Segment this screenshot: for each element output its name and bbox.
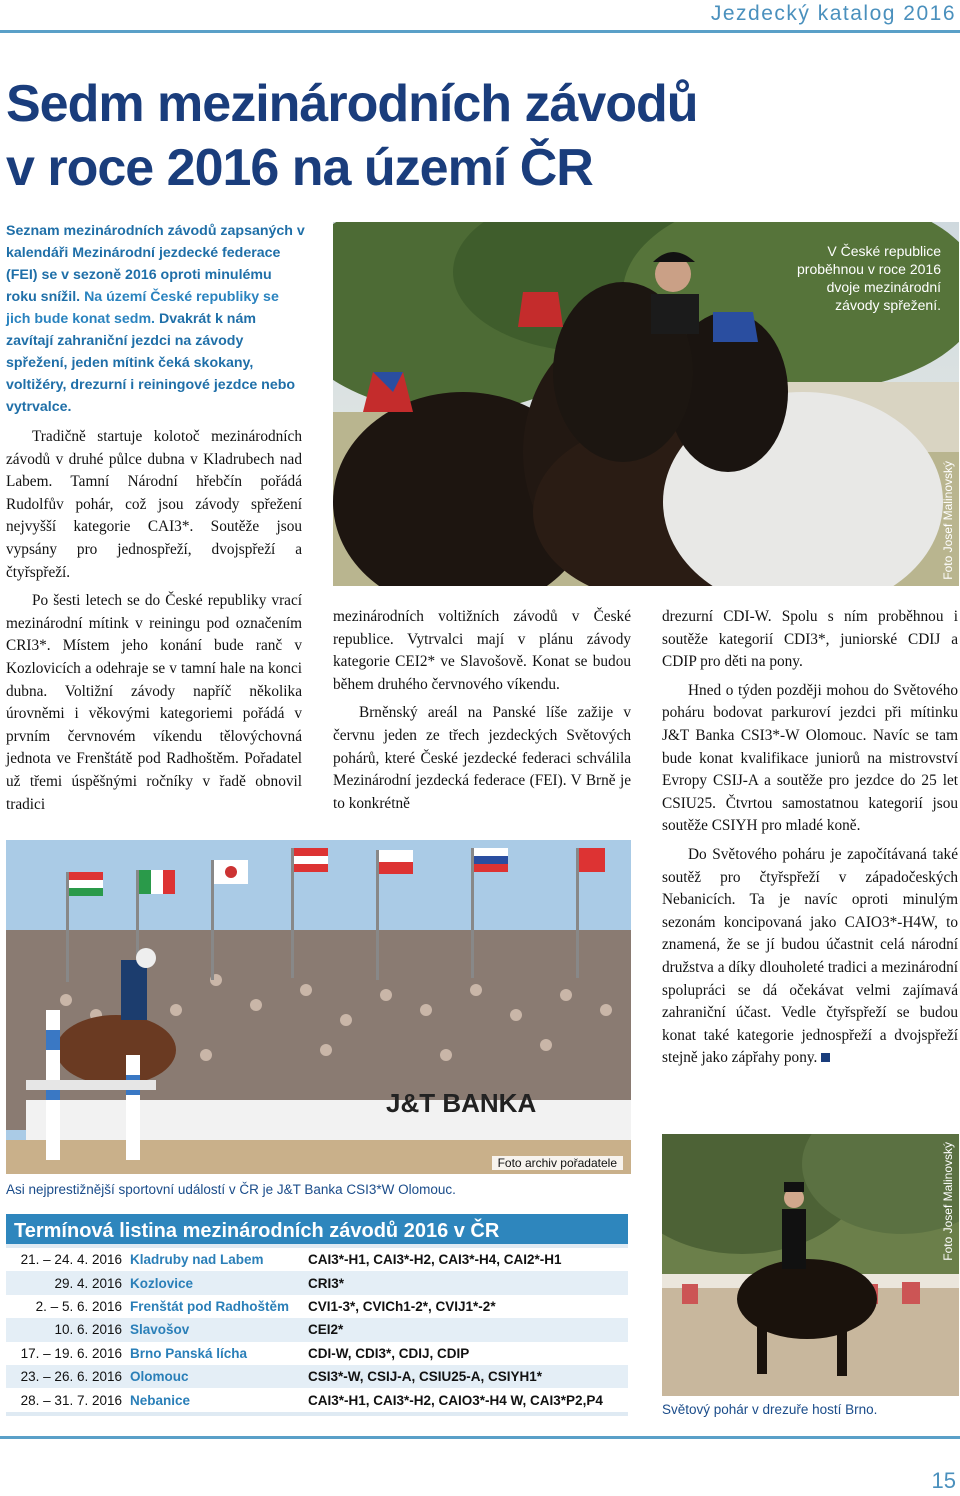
schedule-categories: CAI3*-H1, CAI3*-H2, CAI3*-H4, CAI2*-H1 bbox=[304, 1248, 628, 1271]
dressage-caption: Světový pohár v drezuře hostí Brno. bbox=[662, 1402, 878, 1417]
schedule-date: 28. – 31. 7. 2016 bbox=[6, 1388, 126, 1411]
schedule-place: Frenštát pod Radhoštěm bbox=[126, 1295, 304, 1318]
catalog-header: Jezdecký katalog 2016 bbox=[710, 2, 956, 25]
schedule-date: 2. – 5. 6. 2016 bbox=[6, 1295, 126, 1318]
paragraph: Brněnský areál na Panské líše zažije v červnu jeden ze třech jezdeckých Světových pohárů, které České jezdecké federaci schválila Mezinárodní jezdecká federace (FEI). V Brně je to konkrétně bbox=[333, 704, 631, 812]
page-number: 15 bbox=[931, 1468, 956, 1493]
paragraph: drezurní CDI-W. Spolu s ním proběhnou i soutěže kategorií CDI3*, juniorské CDIJ a CDIP pro děti na pony. bbox=[662, 608, 958, 671]
title-line-1: Sedm mezinárodních závodů bbox=[6, 75, 698, 133]
jumping-banner: J&T BANKA bbox=[386, 1088, 537, 1118]
schedule-row bbox=[6, 1248, 628, 1271]
schedule-categories: CEI2* bbox=[304, 1318, 628, 1341]
schedule-place: Kladruby nad Labem bbox=[126, 1248, 304, 1271]
schedule-place: Olomouc bbox=[126, 1365, 304, 1388]
lead-part-3: Dvakrát k nám zavítají zahraniční jezdci na závody spřežení, jeden mítink čeká skokany, voltižéry, drezurní i reiningové jezdce nebo vytrvalce. bbox=[6, 311, 296, 415]
schedule-place: Slavošov bbox=[126, 1318, 304, 1341]
schedule-row bbox=[6, 1365, 628, 1388]
carriage-caption: V České republice proběhnou v roce 2016 dvoje mezinárodní závody spřežení. bbox=[797, 243, 941, 313]
schedule-row bbox=[6, 1342, 628, 1365]
schedule-categories: CRI3* bbox=[304, 1271, 628, 1294]
jumping-photo bbox=[6, 840, 631, 1174]
footer-divider bbox=[0, 1436, 960, 1439]
lead-part-1: Seznam mezinárodních závodů zapsaných v kalendáři Mezinárodní jezdecké federace (FEI) se v sezoně 2016 oproti minulému roku snížil. bbox=[6, 223, 305, 305]
paragraph: Po šesti letech se do České republiky vrací mezinárodní mítink v reiningu pod označením CRI3*. Místem jeho konání bude ranč v Kozlovicích a odehraje se v tamní hale na konci dubna. Voltižní závody napříč několika úrovněmi i věkovými kategoriemi pořádá v prvním červnovém víkendu tělovýchovná jednota ve Frenštátě pod Radhoštěm. Pořadatel už třemi úspěšnými ročníky v řadě obnovil tradici bbox=[6, 592, 302, 813]
carriage-credit: Foto Josef Malinovský bbox=[941, 461, 955, 580]
schedule-place: Nebanice bbox=[126, 1388, 304, 1411]
end-mark-icon bbox=[821, 1053, 830, 1062]
jumping-credit: Foto archiv pořadatele bbox=[492, 1156, 623, 1170]
schedule-place: Kozlovice bbox=[126, 1271, 304, 1294]
schedule-row bbox=[6, 1388, 628, 1411]
schedule-row bbox=[6, 1295, 628, 1318]
schedule-box bbox=[6, 1214, 628, 1416]
paragraph: mezinárodních voltižních závodů v České republice. Vytrvalci mají v plánu závody kategorie CEI2* ve Slavošově. Konat se budou během druhého červnového víkendu. bbox=[333, 608, 631, 693]
schedule-categories: CSI3*-W, CSIJ-A, CSIU25-A, CSIYH1* bbox=[304, 1365, 628, 1388]
article-title bbox=[6, 72, 806, 200]
schedule-date: 21. – 24. 4. 2016 bbox=[6, 1248, 126, 1271]
schedule-date: 10. 6. 2016 bbox=[6, 1318, 126, 1341]
paragraph: Tradičně startuje kolotoč mezinárodních závodů v druhé půlce dubna v Kladrubech nad Labem. Tamní Národní hřebčín pořádá Rudolfův pohár, což jsou závody spřežení nejvyšší kategorie CAI3*. Soutěže jsou vypsány pro jednospřeží, dvojspřeží a čtyřspřeží. bbox=[6, 428, 302, 581]
schedule-place: Brno Panská lícha bbox=[126, 1342, 304, 1365]
schedule-table bbox=[6, 1248, 628, 1412]
title-line-2: v roce 2016 na území ČR bbox=[6, 139, 593, 197]
schedule-title: Termínová listina mezinárodních závodů 2016 v ČR bbox=[6, 1214, 628, 1244]
carriage-photo bbox=[333, 222, 959, 586]
schedule-row bbox=[6, 1318, 628, 1341]
paragraph: Hned o týden později mohou do Světového poháru bodovat parkuroví jezdci při mítinku J&T Banka CSI3*-W Olomouc. Navíc se tam bude konat kvalifikace juniorů na mistrovství Evropy CSIJ-A a soutěže pro jezdce do 25 let CSIU25. Čtvrtou samostatnou kategorií jsou soutěže CSIYH pro mladé koně. bbox=[662, 681, 958, 835]
article-column-2 bbox=[333, 606, 631, 821]
article-column-3 bbox=[662, 606, 958, 1076]
schedule-categories: CVI1-3*, CVICh1-2*, CVIJ1*-2* bbox=[304, 1295, 628, 1318]
article-column-1 bbox=[6, 426, 302, 822]
schedule-date: 17. – 19. 6. 2016 bbox=[6, 1342, 126, 1365]
schedule-categories: CDI-W, CDI3*, CDIJ, CDIP bbox=[304, 1342, 628, 1365]
jumping-caption: Asi nejprestižnější sportovní událostí v ČR je J&T Banka CSI3*W Olomouc. bbox=[6, 1182, 456, 1197]
dressage-photo bbox=[662, 1134, 959, 1396]
lead-part-2: Na území České republiky se jich bude konat sedm. bbox=[6, 289, 279, 327]
dressage-credit: Foto Josef Malinovský bbox=[941, 1142, 955, 1261]
schedule-date: 29. 4. 2016 bbox=[6, 1271, 126, 1294]
paragraph: Do Světového poháru je započítávaná také soutěž pro čtyřspřeží v západočeských Nebanicích. Ta je navíc oproti minulým sezonám koncipovaná jako CAIO3*-H4W, to znamená, že se jí budou účastnit celá národní družstva a díky dlouholeté tradici a mezinárodní spolupráci se dá očekávat velmi zajímavá zahraniční účast. Vedle čtyřspřeží se budou konat také kategorie jednospřeží a dvojspřeží stejně jako zápřahy pony. bbox=[662, 845, 958, 1067]
article-lead bbox=[6, 220, 306, 418]
header-divider bbox=[0, 30, 960, 33]
schedule-date: 23. – 26. 6. 2016 bbox=[6, 1365, 126, 1388]
schedule-row bbox=[6, 1271, 628, 1294]
schedule-categories: CAI3*-H1, CAI3*-H2, CAIO3*-H4 W, CAI3*P2,P4 bbox=[304, 1388, 628, 1411]
